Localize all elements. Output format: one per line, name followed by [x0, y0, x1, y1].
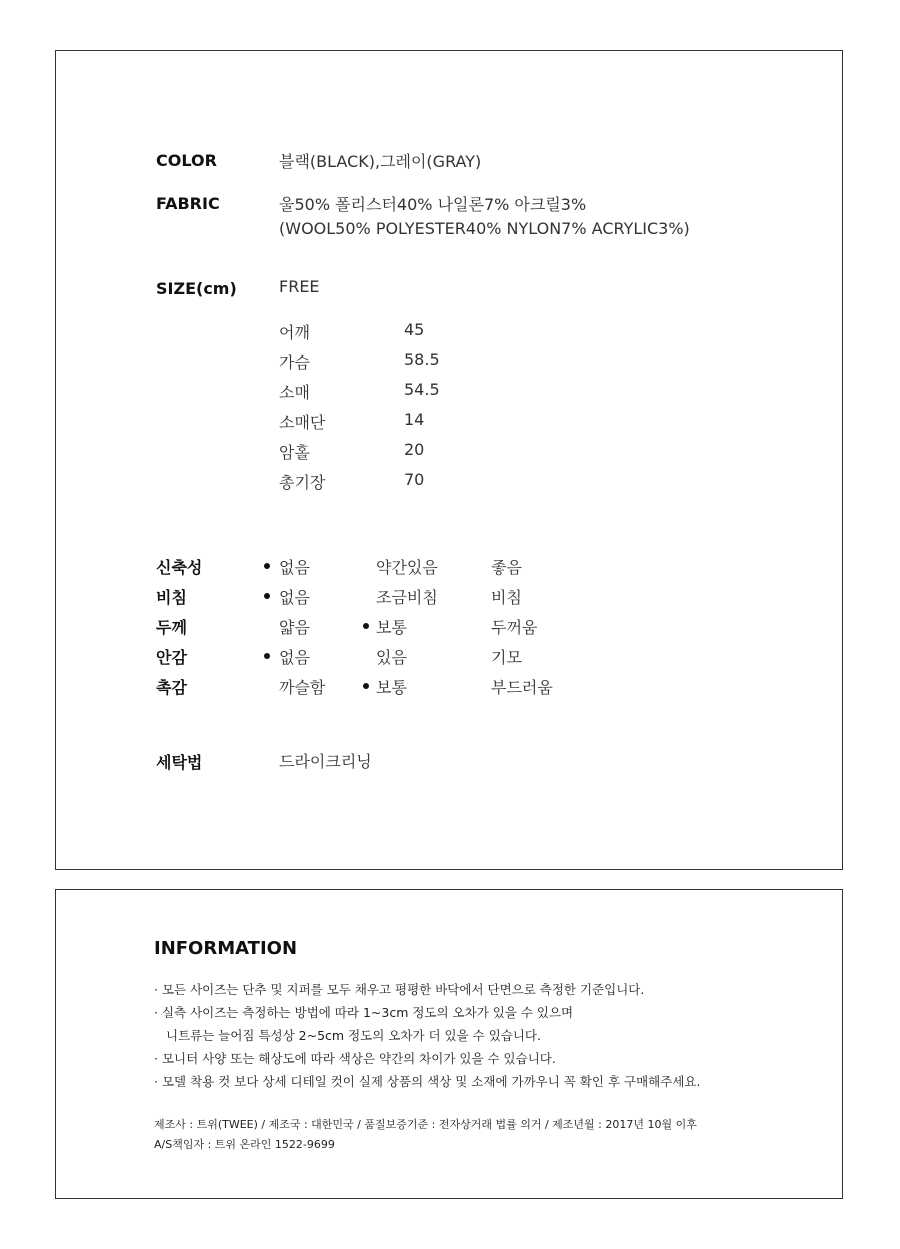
option-label: 안감	[156, 648, 187, 667]
selected-dot-icon	[363, 683, 369, 689]
option-choice: 비침	[491, 588, 522, 607]
option-choice: 있음	[376, 648, 407, 667]
selected-dot-icon	[264, 563, 270, 569]
info-line: 니트류는 늘어짐 특성상 2~5cm 정도의 오차가 더 있을 수 있습니다.	[166, 1028, 541, 1043]
fabric-value-english: (WOOL50% POLYESTER40% NYLON7% ACRYLIC3%)	[279, 219, 690, 238]
information-title: INFORMATION	[154, 938, 298, 959]
size-row-name: 소매단	[279, 413, 326, 432]
washing-value: 드라이크리닝	[279, 752, 372, 771]
selected-dot-icon	[264, 653, 270, 659]
size-row-value: 54.5	[404, 380, 440, 399]
option-choice: 까슬함	[279, 678, 326, 697]
info-line: · 실측 사이즈는 측정하는 방법에 따라 1~3cm 정도의 오차가 있을 수 있으며	[154, 1005, 574, 1020]
option-choice: 조금비침	[376, 588, 438, 607]
size-name: FREE	[279, 277, 320, 296]
selected-dot-icon	[264, 593, 270, 599]
size-row-value: 70	[404, 470, 425, 489]
option-label: 비침	[156, 588, 187, 607]
size-row-name: 어깨	[279, 323, 310, 342]
selected-dot-icon	[363, 623, 369, 629]
size-row-name: 총기장	[279, 473, 326, 492]
info-line: · 모든 사이즈는 단추 및 지퍼를 모두 채우고 평평한 바닥에서 단면으로 측정한 기준입니다.	[154, 982, 645, 997]
option-choice: 보통	[376, 678, 407, 697]
option-label: 신축성	[156, 558, 203, 577]
color-label: COLOR	[156, 151, 217, 170]
size-row-value: 58.5	[404, 350, 440, 369]
option-label: 촉감	[156, 678, 187, 697]
size-row-name: 가슴	[279, 353, 310, 372]
color-value: 블랙(BLACK),그레이(GRAY)	[279, 152, 482, 171]
washing-label: 세탁법	[156, 753, 203, 772]
product-spec-panel	[55, 50, 843, 870]
manufacturer-line: 제조사 : 트위(TWEE) / 제조국 : 대한민국 / 품질보증기준 : 전자상거래 법률 의거 / 제조년월 : 2017년 10월 이후	[154, 1118, 697, 1131]
size-row-value: 20	[404, 440, 425, 459]
option-choice: 두꺼움	[491, 618, 538, 637]
fabric-value-korean: 울50% 폴리스터40% 나일론7% 아크릴3%	[279, 195, 587, 214]
as-contact-line: A/S책임자 : 트위 온라인 1522-9699	[154, 1138, 335, 1151]
information-panel	[55, 889, 843, 1199]
info-line: · 모델 착용 컷 보다 상세 디테일 컷이 실제 상품의 색상 및 소재에 가까우니 꼭 확인 후 구매해주세요.	[154, 1074, 701, 1089]
option-choice: 기모	[491, 648, 522, 667]
size-label: SIZE(cm)	[156, 279, 237, 298]
option-choice: 약간있음	[376, 558, 438, 577]
option-choice: 없음	[279, 588, 310, 607]
option-label: 두께	[156, 618, 187, 637]
size-row-name: 소매	[279, 383, 310, 402]
option-choice: 없음	[279, 648, 310, 667]
option-choice: 부드러움	[491, 678, 553, 697]
size-row-value: 45	[404, 320, 425, 339]
option-choice: 좋음	[491, 558, 522, 577]
option-choice: 없음	[279, 558, 310, 577]
option-choice: 얇음	[279, 618, 310, 637]
option-choice: 보통	[376, 618, 407, 637]
size-row-name: 암홀	[279, 443, 310, 462]
size-row-value: 14	[404, 410, 425, 429]
info-line: · 모니터 사양 또는 해상도에 따라 색상은 약간의 차이가 있을 수 있습니다.	[154, 1051, 556, 1066]
fabric-label: FABRIC	[156, 194, 220, 213]
